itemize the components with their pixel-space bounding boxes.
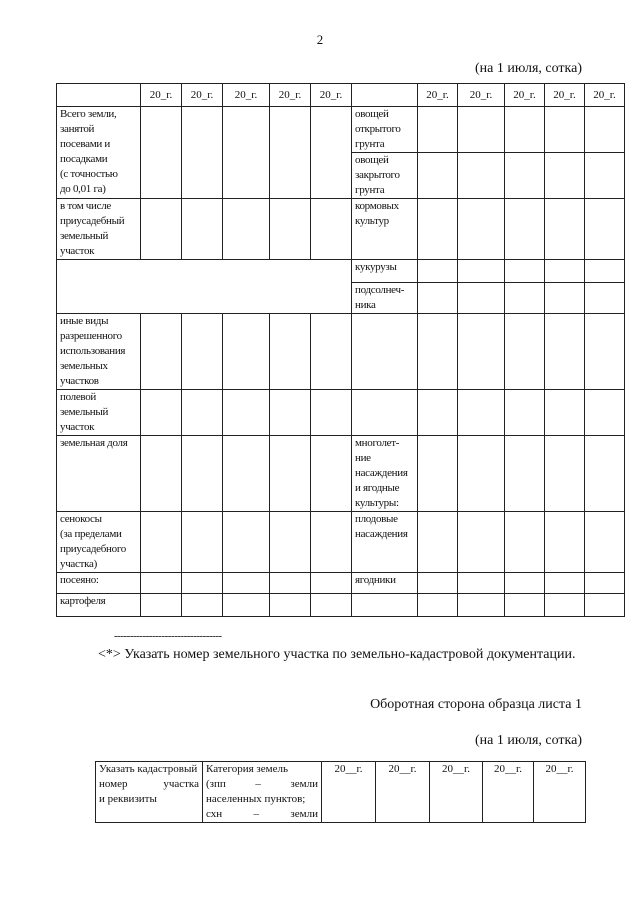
data-cell[interactable] [458, 436, 505, 512]
data-cell[interactable] [545, 314, 585, 390]
data-cell[interactable] [311, 199, 352, 260]
data-cell[interactable] [418, 283, 458, 314]
year-header: 20_г. [270, 84, 311, 107]
label-line: посевами и [60, 138, 110, 150]
data-cell[interactable] [545, 573, 585, 594]
label-line: ника [355, 299, 376, 311]
data-cell[interactable] [458, 107, 505, 153]
category-line-split [206, 777, 318, 792]
label-line: насаждения [355, 528, 408, 540]
data-cell[interactable] [458, 314, 505, 390]
data-cell[interactable] [223, 573, 270, 594]
year-header: 20_г. [545, 84, 585, 107]
label-line: открытого [355, 123, 401, 135]
category-word: земли [290, 808, 318, 820]
label-line: приусадебного [60, 543, 126, 555]
data-cell[interactable] [223, 314, 270, 390]
header-blank-right [352, 84, 418, 107]
cadastral-line-split [99, 777, 199, 792]
label-line: участок [60, 421, 95, 433]
row-label-blank [352, 390, 418, 436]
category-line: населенных пунктов; [206, 793, 306, 805]
data-cell[interactable] [458, 199, 505, 260]
label-line: посадками [60, 153, 108, 165]
label-line: полевой [60, 391, 97, 403]
data-cell[interactable] [311, 107, 352, 199]
data-cell[interactable] [270, 314, 311, 390]
year-header-row [57, 84, 625, 107]
data-cell[interactable] [585, 390, 625, 436]
data-cell[interactable] [311, 512, 352, 573]
data-cell[interactable] [223, 199, 270, 260]
data-cell[interactable] [505, 594, 545, 617]
label-line: (с точностью [60, 168, 118, 180]
cadastral-line: Указать кадастровый [99, 763, 198, 775]
label-line: в том числе [60, 200, 111, 212]
label-line: кукурузы [355, 261, 397, 273]
year-header: 20__г. [376, 762, 430, 823]
label-line: грунта [355, 184, 385, 196]
data-cell[interactable] [311, 314, 352, 390]
data-cell[interactable] [270, 594, 311, 617]
label-line: закрытого [355, 169, 400, 181]
data-cell[interactable] [270, 573, 311, 594]
data-cell[interactable] [458, 573, 505, 594]
data-cell[interactable] [505, 436, 545, 512]
category-line-split [206, 807, 318, 822]
label-line: земельный [60, 230, 109, 242]
label-line: насаждения [355, 467, 408, 479]
year-header: 20_г. [182, 84, 223, 107]
data-cell[interactable] [545, 107, 585, 153]
data-cell[interactable] [418, 436, 458, 512]
label-line: земельный [60, 406, 109, 418]
data-cell[interactable] [505, 260, 545, 283]
data-cell[interactable] [311, 390, 352, 436]
data-cell[interactable] [545, 390, 585, 436]
data-cell[interactable] [545, 436, 585, 512]
data-cell[interactable] [141, 199, 182, 260]
merged-blank-cell [57, 260, 352, 314]
row-label-fodder [352, 199, 418, 260]
year-header: 20__г. [534, 762, 586, 823]
label-line: кормовых [355, 200, 399, 212]
data-cell[interactable] [585, 260, 625, 283]
data-cell[interactable] [182, 436, 223, 512]
data-cell[interactable] [585, 573, 625, 594]
unit-label-top: (на 1 июля, сотка) [474, 61, 582, 76]
row-label-berries [352, 573, 418, 594]
category-word: схн [206, 808, 223, 820]
data-cell[interactable] [182, 199, 223, 260]
cadastral-word: участка [163, 778, 199, 790]
data-cell[interactable] [505, 512, 545, 573]
label-line: занятой [60, 123, 95, 135]
label-line: участок [60, 245, 95, 257]
label-line: многолет- [355, 437, 400, 449]
row-label-total [57, 107, 141, 199]
data-cell[interactable] [141, 573, 182, 594]
label-line: (за пределами [60, 528, 122, 540]
footnote: <*> Указать номер земельного участка по земельно-кадастровой документации. [98, 647, 576, 662]
row-label-open-vegetables [352, 107, 418, 153]
label-line: использования [60, 345, 126, 357]
data-cell[interactable] [458, 153, 505, 199]
data-cell[interactable] [585, 594, 625, 617]
data-cell[interactable] [545, 199, 585, 260]
data-cell[interactable] [458, 283, 505, 314]
label-line: культуры: [355, 497, 399, 509]
year-header: 20_г. [585, 84, 625, 107]
data-cell[interactable] [182, 390, 223, 436]
data-cell[interactable] [270, 107, 311, 199]
row-label-hayfields [57, 512, 141, 573]
label-line: Всего земли, [60, 108, 117, 120]
row-label-sunflower [352, 283, 418, 314]
row-label-blank [352, 314, 418, 390]
data-cell[interactable] [545, 594, 585, 617]
data-cell[interactable] [505, 199, 545, 260]
data-cell[interactable] [141, 314, 182, 390]
year-header: 20_г. [311, 84, 352, 107]
data-cell[interactable] [418, 512, 458, 573]
label-line: посеяно: [60, 574, 99, 586]
data-cell[interactable] [505, 573, 545, 594]
row-label-closed-vegetables [352, 153, 418, 199]
data-cell[interactable] [182, 594, 223, 617]
data-cell[interactable] [585, 283, 625, 314]
data-cell[interactable] [418, 594, 458, 617]
label-line: и ягодные [355, 482, 400, 494]
data-cell[interactable] [141, 594, 182, 617]
data-cell[interactable] [545, 260, 585, 283]
data-cell[interactable] [182, 107, 223, 199]
header-blank-left [57, 84, 141, 107]
row-label-household-plot [57, 199, 141, 260]
data-cell[interactable] [182, 314, 223, 390]
page-number: 2 [316, 32, 324, 47]
label-line: культур [355, 215, 389, 227]
main-table [56, 83, 625, 617]
year-header: 20__г. [483, 762, 534, 823]
year-header: 20_г. [505, 84, 545, 107]
data-cell[interactable] [458, 260, 505, 283]
data-cell[interactable] [270, 436, 311, 512]
data-cell[interactable] [418, 573, 458, 594]
category-word: земли [290, 778, 318, 790]
row-label-perennials [352, 436, 418, 512]
category-word: – [255, 778, 261, 790]
data-cell[interactable] [505, 283, 545, 314]
data-cell[interactable] [505, 390, 545, 436]
label-line: овощей [355, 108, 389, 120]
data-cell[interactable] [418, 260, 458, 283]
unit-label-bottom: (на 1 июля, сотка) [474, 733, 582, 748]
label-line: сенокосы [60, 513, 102, 525]
label-line: плодовые [355, 513, 398, 525]
data-cell[interactable] [141, 436, 182, 512]
year-header: 20_г. [458, 84, 505, 107]
year-header: 20_г. [418, 84, 458, 107]
data-cell[interactable] [270, 512, 311, 573]
data-cell[interactable] [182, 573, 223, 594]
row-label-fruit-plantings [352, 512, 418, 573]
data-cell[interactable] [141, 512, 182, 573]
data-cell[interactable] [458, 594, 505, 617]
label-line: грунта [355, 138, 385, 150]
category-line: Категория земель [206, 763, 288, 775]
label-line: участка) [60, 558, 97, 570]
data-cell[interactable] [223, 107, 270, 199]
data-cell[interactable] [270, 390, 311, 436]
year-header: 20__г. [430, 762, 483, 823]
data-cell[interactable] [418, 314, 458, 390]
reverse-side-title: Оборотная сторона образца листа 1 [370, 697, 582, 712]
data-cell[interactable] [585, 436, 625, 512]
label-line: иные виды [60, 315, 109, 327]
data-cell[interactable] [585, 512, 625, 573]
data-cell[interactable] [585, 199, 625, 260]
notes-divider: ---------------------------------- [114, 630, 222, 642]
category-word: (зпп [206, 778, 226, 790]
label-line: картофеля [60, 595, 106, 607]
data-cell[interactable] [223, 594, 270, 617]
data-cell[interactable] [505, 107, 545, 153]
row-label-sown [57, 573, 141, 594]
data-cell[interactable] [311, 436, 352, 512]
row-label-field-plot [57, 390, 141, 436]
reverse-table [95, 761, 586, 823]
label-line: до 0,01 га) [60, 183, 106, 195]
data-cell[interactable] [223, 390, 270, 436]
data-cell[interactable] [505, 153, 545, 199]
label-line: ние [355, 452, 371, 464]
year-header: 20__г. [322, 762, 376, 823]
label-line: овощей [355, 154, 389, 166]
label-line: земельных [60, 360, 108, 372]
data-cell[interactable] [545, 153, 585, 199]
label-line: подсолнеч- [355, 284, 405, 296]
cadastral-number-header [96, 762, 203, 823]
data-cell[interactable] [585, 153, 625, 199]
year-header: 20_г. [141, 84, 182, 107]
data-cell[interactable] [141, 107, 182, 199]
row-label-blank [352, 594, 418, 617]
row-label-potatoes [57, 594, 141, 617]
data-cell[interactable] [418, 107, 458, 153]
label-line: ягодники [355, 574, 396, 586]
data-cell[interactable] [545, 512, 585, 573]
data-cell[interactable] [270, 199, 311, 260]
data-cell[interactable] [418, 153, 458, 199]
cadastral-word: номер [99, 778, 128, 790]
label-line: земельная доля [60, 437, 128, 449]
data-cell[interactable] [458, 512, 505, 573]
data-cell[interactable] [223, 512, 270, 573]
label-line: разрешенного [60, 330, 122, 342]
category-word: – [253, 808, 260, 820]
data-cell[interactable] [505, 314, 545, 390]
data-cell[interactable] [311, 594, 352, 617]
cadastral-line: и реквизиты [99, 793, 157, 805]
data-cell[interactable] [223, 436, 270, 512]
data-cell[interactable] [311, 573, 352, 594]
data-cell[interactable] [585, 107, 625, 153]
label-line: приусадебный [60, 215, 125, 227]
data-cell[interactable] [141, 390, 182, 436]
land-category-header [203, 762, 322, 823]
data-cell[interactable] [418, 390, 458, 436]
label-line: участков [60, 375, 99, 387]
data-cell[interactable] [458, 390, 505, 436]
data-cell[interactable] [182, 512, 223, 573]
data-cell[interactable] [585, 314, 625, 390]
row-label-land-share [57, 436, 141, 512]
data-cell[interactable] [418, 199, 458, 260]
row-label-corn [352, 260, 418, 283]
data-cell[interactable] [545, 283, 585, 314]
row-label-other-uses [57, 314, 141, 390]
year-header: 20_г. [223, 84, 270, 107]
